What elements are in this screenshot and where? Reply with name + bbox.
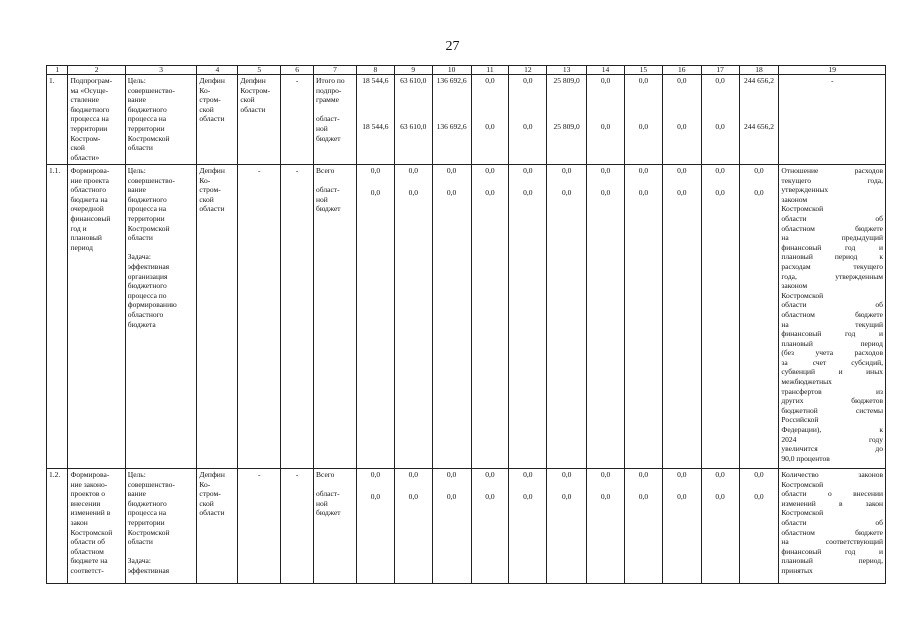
text-line: Цель: [127,76,146,85]
amount-regional-budget: 0,0 [408,187,418,197]
text-line: соответст- [70,565,104,575]
row-number [47,469,68,584]
header-cell: 15 [624,66,662,75]
text-line: год и [70,223,87,233]
header-cell: 4 [197,66,238,75]
amount-cell [471,75,509,165]
text-line: ской [199,498,214,508]
text-line: плановый [70,233,102,243]
amount-regional-budget: 0,0 [485,187,495,197]
header-cell: 9 [394,66,432,75]
header-cell: 16 [662,66,701,75]
text-line: области о внесении [781,489,883,499]
text-line: области об [781,300,883,310]
header-cell: 5 [238,66,281,75]
text-line: процесса на [127,508,167,518]
text-line: бюджета [127,319,156,329]
text-line: территории [127,213,165,223]
amount-total: 0,0 [370,166,381,175]
text-line: изменений в закон [781,498,883,508]
amount-regional-budget: 0,0 [600,121,611,131]
amount-cell [394,469,432,584]
text-line: бюджетного [70,104,110,114]
text-line: ние проекта [70,175,109,185]
text-line: Ко- [199,479,211,489]
amount-total: 0,0 [600,470,611,479]
text-line: Депфин [240,76,266,85]
amount-regional-budget: 0,0 [485,121,495,131]
funding-source [314,469,357,584]
text-line: финансовый год и [781,242,883,252]
text-line: области об [70,537,105,547]
participant-text: - [295,76,299,85]
amount-cell [356,75,394,165]
text-line: области [127,233,153,243]
text-line: области [199,114,225,124]
text-line: вание [127,489,146,499]
amount-total: 0,0 [677,76,687,85]
text-line: вание [127,95,146,105]
amount-regional-budget: 0,0 [715,491,725,501]
text-line: плановый период к [781,252,883,262]
amount-regional-budget: 63 610,0 [400,121,427,131]
amount-cell [432,469,471,584]
text-line: области [240,104,266,114]
text-line: финансовый [70,213,111,223]
amount-cell [624,75,662,165]
text-line: за счет субсидий, [781,357,883,367]
text-line: Костром- [70,133,101,143]
text-line: Костромской [781,508,824,518]
text-line: областном [70,546,104,556]
amount-total: 0,0 [677,166,687,175]
text-line: проектов о [70,489,106,499]
text-line: подпро- [316,85,342,95]
text-line: межбюджетных [781,377,832,387]
participant [281,75,314,165]
text-line: совершенство- [127,85,175,95]
text-line: процесса на [127,114,167,124]
text-line: других бюджетов [781,396,883,406]
amount-regional-budget: 0,0 [677,121,687,131]
amount-total: 0,0 [485,76,495,85]
amount-cell [471,469,509,584]
amount-total: 25 809,0 [553,76,580,85]
text-line: увеличится до [781,444,883,454]
text-line: Костромской [781,479,824,489]
target-indicator-text: - [830,76,834,85]
text-line: процесса на [70,114,109,124]
text-line: принятых [781,565,813,575]
co-executor-text: - [258,470,261,479]
text-line: законом [781,194,808,204]
amount-total: 0,0 [523,76,533,85]
page-number: 27 [445,39,460,54]
text-line: Подпрограм- [70,76,113,85]
header-cell: 12 [509,66,547,75]
amount-regional-budget: 0,0 [715,187,725,197]
text-line: Ко- [199,85,211,95]
header-cell: 1 [47,66,68,75]
text-line: области [127,143,153,153]
text-line: Всего [316,470,335,479]
responsible-executor [197,469,238,584]
amount-regional-budget: 0,0 [754,187,764,197]
responsible-executor [197,165,238,469]
amount-total: 0,0 [370,470,381,479]
text-line: расходам текущего [781,261,883,271]
text-line: ной [316,123,328,133]
co-executor [238,75,281,165]
header-cell: 8 [356,66,394,75]
amount-cell [701,469,739,584]
text-line: Российской [781,415,819,425]
row-number-text: 1. [49,76,55,85]
text-line: года, утвержденным [781,271,883,281]
amount-total: 0,0 [600,76,611,85]
text-line: Отношение расходов [781,166,883,175]
text-line: Костромской [781,204,824,214]
row-number-text: 1.1. [49,166,61,175]
amount-cell [701,75,739,165]
amount-cell [662,75,701,165]
amount-cell [662,165,701,469]
text-line: Цель: [127,166,146,175]
text-line: трансфертов из [781,386,883,396]
amount-cell [356,165,394,469]
amount-total: 244 656,2 [743,76,774,85]
amount-cell [624,165,662,469]
participant-text: - [295,470,299,479]
header-cell: 7 [314,66,357,75]
text-line: Всего [316,166,335,175]
text-line: бюджет [316,508,341,518]
amount-cell [432,75,471,165]
amount-total: 0,0 [638,166,649,175]
text-line: финансовый год и [781,329,883,339]
text-line: ние законо- [70,479,108,489]
text-line: стром- [199,489,221,499]
text-line: текущего года, [781,175,883,185]
header-cell: 14 [587,66,625,75]
amount-regional-budget: 0,0 [600,491,611,501]
amount-total: 0,0 [408,166,418,175]
header-cell: 11 [471,66,509,75]
text-line: области [199,508,225,518]
text-line: эффективная [127,565,170,575]
participant [281,165,314,469]
text-line: 2024 году [781,434,883,444]
amount-regional-budget: 0,0 [561,187,572,197]
text-line: процесса по [127,290,167,300]
goal-task-cell [125,75,197,165]
amount-cell [739,469,779,584]
text-line: ской [70,143,85,153]
text-line: Депфин [199,166,225,175]
text-line: Костромской [781,290,824,300]
funding-source [314,165,357,469]
amount-total: 0,0 [754,166,764,175]
participant-text: - [295,166,299,175]
header-cell: 2 [68,66,125,75]
text-line: област- [316,185,340,195]
amount-total: 0,0 [485,166,495,175]
text-line: бюджет [316,133,341,143]
amount-regional-budget: 0,0 [485,491,495,501]
text-line: (без учета расходов [781,348,883,358]
table-row [47,75,886,165]
amount-cell [432,165,471,469]
text-line: грамме [316,95,339,105]
co-executor [238,165,281,469]
amount-total: 0,0 [485,470,495,479]
goal-task-cell [125,165,197,469]
target-indicator [779,469,886,584]
amount-total: 0,0 [523,166,533,175]
amount-total: 0,0 [600,166,611,175]
amount-regional-budget: 18 544,6 [362,121,389,131]
amount-regional-budget: 0,0 [754,491,764,501]
text-line: области об [781,213,883,223]
text-line: област- [316,114,340,124]
target-indicator [779,165,886,469]
amount-regional-budget: 0,0 [600,187,611,197]
text-line: плановый период, [781,556,883,566]
amount-cell [701,165,739,469]
funding-source [314,75,357,165]
activity-name [68,75,125,165]
amount-cell [394,165,432,469]
text-line: организация [127,271,168,281]
text-line: стром- [199,95,221,105]
text-line: 90,0 процентов [781,453,830,463]
text-line: областном бюджете [781,309,883,319]
header-cell: 3 [125,66,197,75]
text-line: совершенство- [127,175,175,185]
header-cell: 17 [701,66,739,75]
text-line: област- [316,489,340,499]
text-line: утвержденных [781,185,829,195]
amount-cell [509,75,547,165]
amount-total: 0,0 [715,470,725,479]
text-line: совершенство- [127,479,175,489]
text-line: ной [316,194,328,204]
text-line: Итого по [316,76,345,85]
amount-total: 0,0 [677,470,687,479]
text-line: закон [70,517,88,527]
text-line: изменений в [70,508,111,518]
text-line: Ко- [199,175,211,185]
amount-cell [509,469,547,584]
row-number-text: 1.2. [49,470,61,479]
amount-regional-budget: 0,0 [523,187,533,197]
text-line: ной [316,498,328,508]
text-line: плановый период [781,338,883,348]
text-line: период [70,242,93,252]
header-cell: 13 [547,66,587,75]
text-line: территории [127,517,165,527]
amount-cell [587,75,625,165]
text-line: бюджете на [70,556,108,566]
amount-regional-budget: 0,0 [561,491,572,501]
text-line: Костромской [127,527,170,537]
header-cell: 6 [281,66,314,75]
amount-cell [624,469,662,584]
text-line: области [127,537,153,547]
header-cell: 19 [779,66,886,75]
amount-total: 0,0 [408,470,418,479]
text-line: бюджет [316,204,341,214]
amount-regional-budget: 0,0 [408,491,418,501]
amount-regional-budget: 0,0 [677,491,687,501]
text-line: Цель: [127,470,146,479]
amount-total: 0,0 [446,166,457,175]
text-line: финансовый год и [781,546,883,556]
text-line: законом [781,281,808,291]
text-line: территории [127,123,165,133]
text-line: области об [781,517,883,527]
text-line: Задача: [127,252,151,262]
header-cell: 18 [739,66,779,75]
text-line: формированию [127,300,177,310]
activity-name [68,165,125,469]
text-line: территории [70,123,108,133]
amount-cell [662,469,701,584]
text-line: процесса на [127,204,167,214]
text-line: Формирова- [70,166,110,175]
text-line: ствление [70,95,99,105]
text-line: Костромской [127,223,170,233]
text-line: очередной [70,204,104,214]
amount-regional-budget: 0,0 [715,121,725,131]
amount-regional-budget: 25 809,0 [553,121,580,131]
text-line: бюджетного [127,194,167,204]
text-line: ма «Осуще- [70,85,109,95]
amount-total: 0,0 [638,76,649,85]
amount-regional-budget: 0,0 [446,187,457,197]
text-line: бюджетного [127,498,167,508]
amount-cell [547,469,587,584]
text-line: эффективная [127,261,170,271]
header-cell: 10 [432,66,471,75]
text-line: вание [127,185,146,195]
co-executor [238,469,281,584]
amount-regional-budget: 0,0 [677,187,687,197]
amount-regional-budget: 0,0 [446,491,457,501]
text-line: Депфин [199,470,225,479]
table-row [47,165,886,469]
amount-regional-budget: 0,0 [523,491,533,501]
amount-regional-budget: 0,0 [370,491,381,501]
amount-regional-budget: 0,0 [370,187,381,197]
amount-cell [394,75,432,165]
amount-cell [356,469,394,584]
text-line: стром- [199,185,221,195]
amount-regional-budget: 0,0 [638,491,649,501]
amount-cell [509,165,547,469]
amount-regional-budget: 0,0 [638,187,649,197]
amount-total: 0,0 [638,470,649,479]
row-number [47,75,68,165]
amount-total: 63 610,0 [400,76,427,85]
responsible-executor [197,75,238,165]
goal-task-cell [125,469,197,584]
text-line: на предыдущий [781,233,883,243]
text-line: областного [70,185,106,195]
text-line: Костром- [240,85,271,95]
amount-cell [547,75,587,165]
text-line: ской [240,95,255,105]
amount-cell [739,75,779,165]
amount-total: 0,0 [523,470,533,479]
text-line: Количество законов [781,470,883,479]
target-indicator [779,75,886,165]
amount-cell [587,469,625,584]
row-number [47,165,68,469]
table-row [47,469,886,584]
program-table [46,65,886,584]
text-line: на текущий [781,319,883,329]
amount-regional-budget: 0,0 [523,121,533,131]
text-line: Костромской [70,527,113,537]
amount-total: 0,0 [715,166,725,175]
text-line: внесении [70,498,101,508]
amount-cell [547,165,587,469]
amount-regional-budget: 0,0 [638,121,649,131]
text-line: областного [127,309,164,319]
text-line: бюджета на [70,194,108,204]
text-line: на соответствующий [781,537,883,547]
text-line: бюджетного [127,104,167,114]
text-line: областном бюджете [781,223,883,233]
text-line: Костромской [127,133,170,143]
amount-total: 0,0 [446,470,457,479]
text-line: области» [70,152,100,162]
text-line: Федерации), к [781,425,883,435]
header-row [47,66,886,75]
amount-regional-budget: 244 656,2 [743,121,774,131]
text-line: Формирова- [70,470,110,479]
text-line: Задача: [127,556,151,566]
text-line: области [199,204,225,214]
text-line: бюджетного [127,281,167,291]
amount-cell [739,165,779,469]
amount-total: 0,0 [561,166,572,175]
text-line: ской [199,194,214,204]
amount-total: 0,0 [754,470,764,479]
text-line: Депфин [199,76,225,85]
amount-cell [471,165,509,469]
co-executor-text: - [258,166,261,175]
amount-cell [587,165,625,469]
amount-regional-budget: 136 692,6 [436,121,467,131]
amount-total: 0,0 [561,470,572,479]
text-line: субвенций и иных [781,367,883,377]
activity-name [68,469,125,584]
text-line: ской [199,104,214,114]
text-line: областном бюджете [781,527,883,537]
amount-total: 18 544,6 [362,76,389,85]
text-line: бюджетной системы [781,405,883,415]
amount-total: 0,0 [715,76,725,85]
amount-total: 136 692,6 [436,76,467,85]
participant [281,469,314,584]
